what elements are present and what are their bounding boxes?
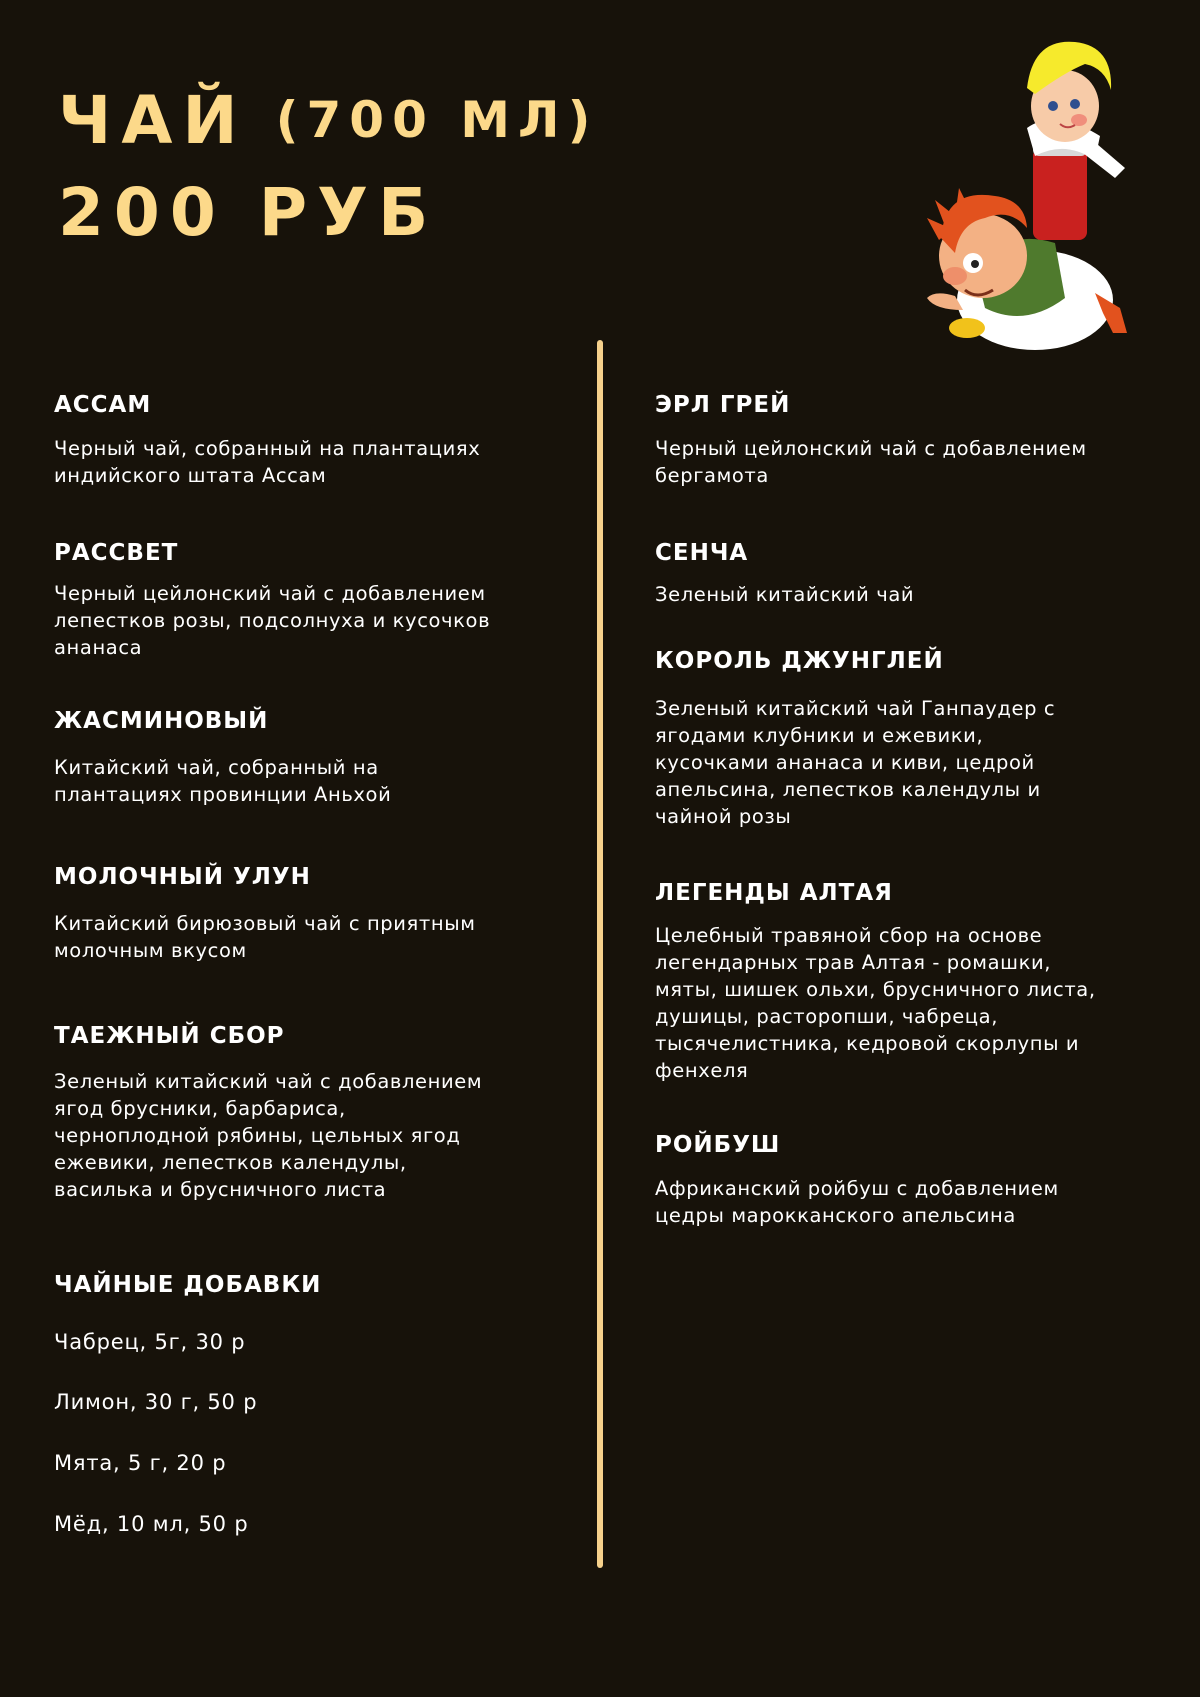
addition-item: Мёд, 10 мл, 50 р [54,1512,249,1536]
page-title-price: 200 РУБ [58,174,439,251]
tea-description: Черный цейлонский чай с добавлением бергамота [655,437,1087,487]
tea-name: МОЛОЧНЫЙ УЛУН [54,864,311,890]
addition-item: Лимон, 30 г, 50 р [54,1390,258,1414]
tea-description: Черный цейлонский чай с добавлением лепестков розы, подсолнуха и кусочков ананаса [54,582,491,659]
column-divider [597,340,603,1568]
tea-name: ЭРЛ ГРЕЙ [655,392,791,418]
addition-item: Чабрец, 5г, 30 р [54,1330,246,1354]
addition-item: Мята, 5 г, 20 р [54,1451,227,1475]
tea-description: Зеленый китайский чай Ганпаудер с ягодами клубники и ежевики, кусочками ананаса и киви, цедрой апельсина, лепестков календулы и чайной розы [655,697,1056,828]
tea-description: Китайский бирюзовый чай с приятным молочным вкусом [54,912,476,962]
additions-title: ЧАЙНЫЕ ДОБАВКИ [54,1272,322,1298]
tea-name: РАССВЕТ [54,540,179,566]
tea-description: Черный чай, собранный на плантациях индийского штата Ассам [54,437,481,487]
tea-description: Африканский ройбуш с добавлением цедры марокканского апельсина [655,1177,1059,1227]
title-volume: (700 МЛ) [275,91,599,149]
tea-description: Целебный травяной сбор на основе легендарных трав Алтая - ромашки, мяты, шишек ольхи, брусничного листа, душицы, расторопши, чабреца, тысячелистника, кедровой скорлупы и фенхеля [655,924,1096,1082]
tea-name: СЕНЧА [655,540,749,566]
tea-name: ЖАСМИНОВЫЙ [54,708,269,734]
tea-description: Китайский чай, собранный на плантациях провинции Аньхой [54,756,392,806]
tea-name: КОРОЛЬ ДЖУНГЛЕЙ [655,648,944,674]
page-title-line1 [58,82,599,159]
tea-name: ТАЕЖНЫЙ СБОР [54,1023,285,1049]
tea-name: РОЙБУШ [655,1132,781,1158]
tea-description: Зеленый китайский чай [655,583,915,606]
tea-name: АССАМ [54,392,152,418]
tea-description: Зеленый китайский чай с добавлением ягод брусники, барбариса, черноплодной рябины, цельных ягод ежевики, лепестков календулы, василька и брусничного листа [54,1070,483,1201]
cartoon-characters-illustration [915,28,1147,358]
title-main: ЧАЙ [58,82,248,159]
tea-name: ЛЕГЕНДЫ АЛТАЯ [655,880,893,906]
